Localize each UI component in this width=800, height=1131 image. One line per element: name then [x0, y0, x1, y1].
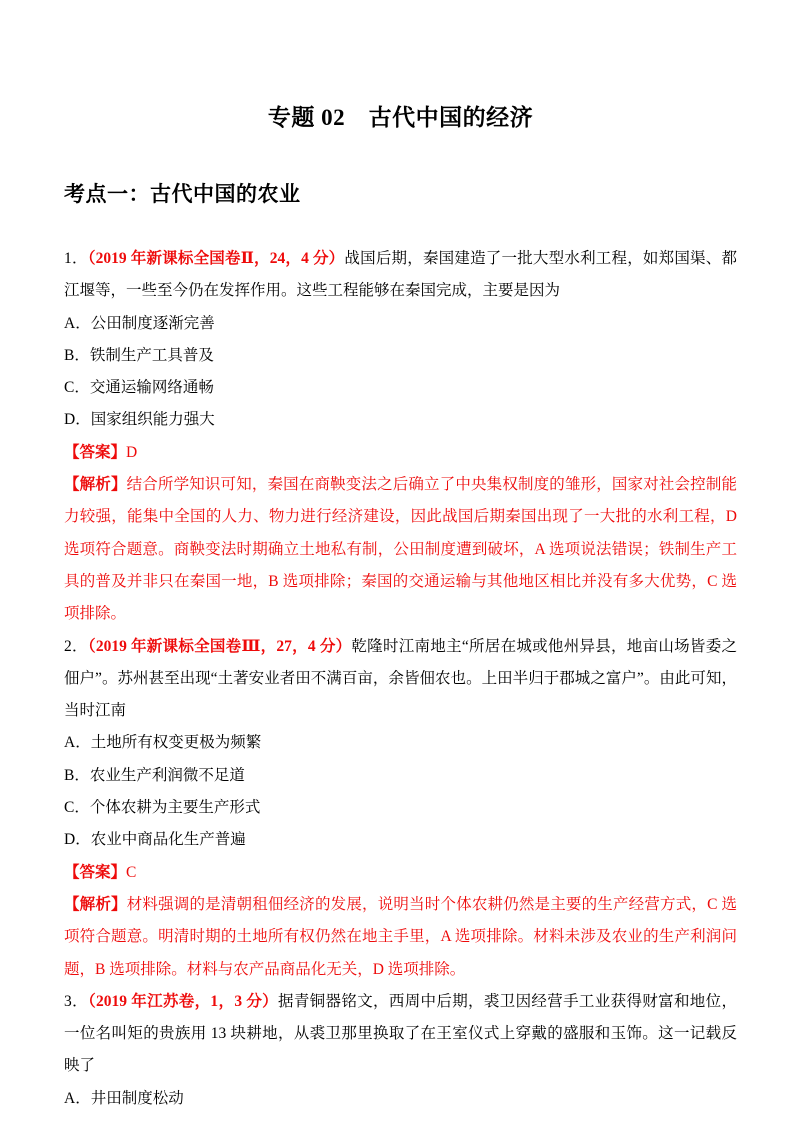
answer-value: C	[126, 863, 137, 881]
question-1-option-d: D．国家组织能力强大	[64, 411, 215, 429]
question-1	[64, 243, 737, 631]
question-1-answer-line	[64, 437, 737, 469]
answer-value: D	[126, 443, 138, 461]
analysis-text: 结合所学知识可知，秦国在商鞅变法之后确立了中央集权制度的雏形，国家对社会控制能力较强，能集中全国的人力、物力进行经济建设，因此战国后期秦国出现了一大批的水利工程，D 选项符合题意。商鞅变法时期确立土地私有制，公田制度遭到破坏，A 选项说法错误；铁制生产工具的普及并非只在秦国一地，B 选项排除；秦国的交通运输与其他地区相比并没有多大优势，C 选项排除。	[64, 476, 737, 623]
question-1-option-b: B．铁制生产工具普及	[64, 346, 214, 364]
question-2-option-d: D．农业中商品化生产普遍	[64, 831, 246, 849]
question-3-stem	[64, 986, 737, 1083]
question-3-number: 3．	[64, 992, 88, 1010]
analysis-label: 【解析】	[64, 476, 127, 494]
question-2-option-c: C．个体农耕为主要生产形式	[64, 799, 261, 817]
question-2-answer-line	[64, 857, 737, 889]
answer-label: 【答案】	[64, 443, 127, 461]
analysis-text: 材料强调的是清朝租佃经济的发展，说明当时个体农耕仍然是主要的生产经营方式，C 选项符合题意。明清时期的土地所有权仍然在地主手里，A 选项排除。材料未涉及农业的生产利润问题，B 选项排除。材料与农产品商品化无关，D 选项排除。	[64, 895, 737, 978]
question-1-text: 战国后期，秦国建造了一批大型水利工程，如郑国渠、都江堰等，一些至今仍在发挥作用。这些工程能够在秦国完成，主要是因为	[64, 250, 737, 300]
question-1-analysis-line	[64, 469, 737, 630]
question-3	[64, 986, 737, 1115]
question-1-option-a: A．公田制度逐渐完善	[64, 314, 215, 332]
section-heading: 考点一：古代中国的农业	[64, 182, 301, 206]
question-2-number: 2．	[64, 637, 88, 655]
question-1-number: 1．	[64, 250, 88, 267]
question-3-source: （2019 年江苏卷，1，3 分）	[87, 992, 278, 1010]
question-3-option-a: A．井田制度松动	[64, 1089, 184, 1107]
page-title: 专题 02 古代中国的经济	[267, 105, 534, 130]
question-2-analysis-line	[64, 889, 737, 986]
question-2-source: （2019 年新课标全国卷Ⅲ，27，4 分）	[87, 637, 352, 655]
document-body	[64, 243, 737, 1115]
question-1-source: （2019 年新课标全国卷Ⅱ，24，4 分）	[87, 250, 345, 267]
question-2-option-a: A．土地所有权变更极为频繁	[64, 734, 262, 752]
question-2	[64, 631, 737, 986]
question-2-text: 乾隆时江南地主“所居在城或他州异县，地亩山场皆委之佃户”。苏州甚至出现“土著安业者田不满百亩，余皆佃农也。上田半归于郡城之富户”。由此可知，当时江南	[64, 637, 737, 720]
question-2-option-b: B．农业生产利润微不足道	[64, 766, 245, 784]
question-3-text: 据青铜器铭文，西周中后期，裘卫因经营手工业获得财富和地位，一位名叫矩的贵族用 13 块耕地，从裘卫那里换取了在王室仪式上穿戴的盛服和玉饰。这一记载反映了	[64, 992, 737, 1075]
answer-label: 【答案】	[64, 863, 127, 881]
analysis-label: 【解析】	[64, 895, 127, 913]
question-1-stem	[64, 243, 737, 308]
question-1-option-c: C．交通运输网络通畅	[64, 379, 214, 397]
question-2-stem	[64, 631, 737, 728]
